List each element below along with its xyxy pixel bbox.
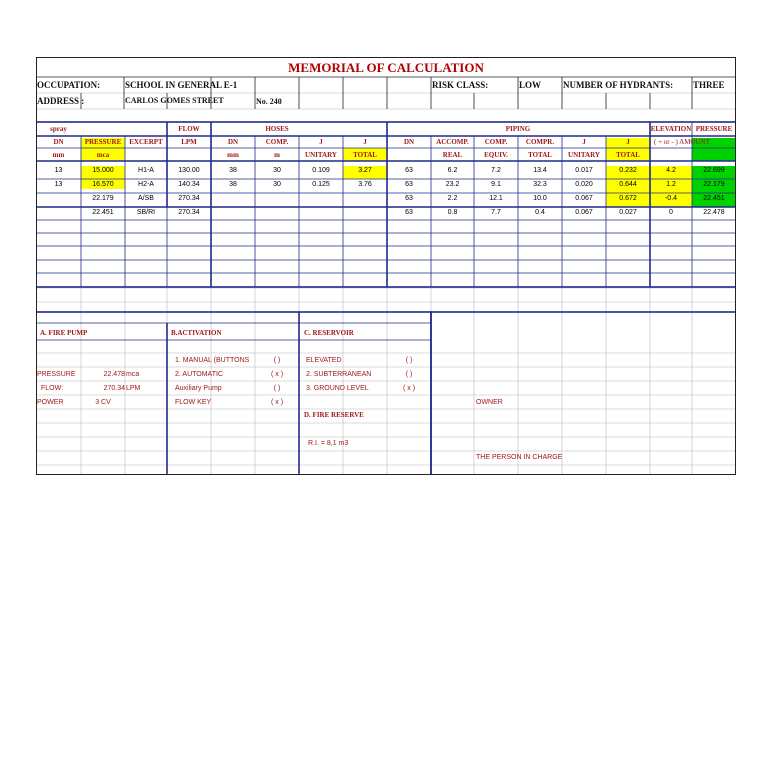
fire-pump-title: A. FIRE PUMP (40, 329, 88, 337)
unit-total-j: TOTAL (616, 151, 640, 159)
pump-flow-unit: LPM (126, 385, 141, 392)
occupation-label: OCCUPATION: (37, 80, 101, 90)
cell-pressure: 15.000 (92, 167, 114, 174)
risk-class-label: RISK CLASS: (432, 80, 489, 90)
cell-excerpt: H1-A (138, 167, 154, 174)
risk-class-value: LOW (519, 80, 542, 90)
col-pipe-j2: J (626, 138, 630, 146)
pump-pressure-unit: mca (126, 371, 140, 378)
activation-mark: ( x ) (270, 399, 284, 406)
activation-mark: ( x ) (270, 371, 284, 378)
group-elevation: ELEVATION (650, 125, 692, 133)
cell-hose-j-unit: 0.125 (312, 181, 330, 188)
cell-j-unit: 0.017 (575, 167, 593, 174)
cell-j-unit: 0.020 (575, 181, 593, 188)
col-comp: COMP. (484, 138, 508, 146)
group-piping: PIPING (505, 125, 531, 133)
cell-pressure: 22.179 (92, 195, 114, 202)
cell-elevation: 4.2 (666, 167, 676, 174)
hydrants-label: NUMBER OF HYDRANTS: (563, 80, 674, 90)
reservoir-mark: ( ) (405, 371, 413, 378)
cell-hose-dn: 38 (229, 167, 237, 174)
cell-pressure: 16.570 (92, 181, 114, 188)
reservoir-mark: ( ) (405, 357, 413, 364)
col-accomp: ACCOMP. (436, 138, 469, 146)
cell-equiv: 9.1 (491, 181, 501, 188)
activation-mark: ( ) (273, 385, 281, 392)
hydrants-value: THREE (693, 80, 725, 90)
cell-elevation: -0.4 (664, 195, 678, 202)
cell-total: 13.4 (533, 167, 547, 174)
cell-hose-j-total: 3.27 (358, 167, 372, 174)
reservoir-title: C. RESERVOIR (304, 329, 354, 337)
col-compr: COMPR. (525, 138, 555, 146)
unit-real: REAL (442, 151, 463, 159)
fire-reserve-value: R.I. = 8,1 m3 (308, 440, 349, 447)
col-hose-comp: COMP. (265, 138, 289, 146)
cell-elevation: 0 (669, 209, 673, 216)
cell-lpm: 270.34 (178, 195, 200, 202)
pump-pressure-value: 22.478 (103, 371, 125, 378)
reservoir-item: 2. SUBTERRANEAN (306, 371, 372, 378)
cell-real: 23.2 (445, 181, 460, 188)
cell-pressure-out: 22.478 (703, 209, 725, 216)
pump-flow-label: FLOW: (41, 385, 64, 392)
cell-equiv: 12.1 (489, 195, 503, 202)
col-pipe-dn: DN (403, 138, 415, 146)
group-flow: FLOW (178, 125, 200, 133)
cell-dn: 13 (54, 167, 63, 174)
cell-total: 0.4 (535, 209, 545, 216)
unit-total: TOTAL (353, 151, 377, 159)
cell-j-total: 0.672 (619, 195, 637, 202)
group-spray: spray (50, 125, 67, 133)
unit-unitary-pipe: UNITARY (568, 151, 600, 159)
unit-total-pipe: TOTAL (528, 151, 552, 159)
activation-item: 1. MANUAL (BUTTONS (175, 357, 250, 364)
reservoir-item: 3. GROUND LEVEL (306, 385, 369, 392)
col-hose-dn: DN (227, 138, 239, 146)
cell-real: 0.8 (447, 209, 458, 216)
cell-equiv: 7.7 (491, 209, 501, 216)
cell-equiv: 7.2 (491, 167, 501, 174)
group-hoses: HOSES (265, 125, 289, 133)
cell-j-unit: 0.067 (575, 195, 593, 202)
cell-excerpt: A/SB (138, 195, 154, 202)
unit-mm: mm (52, 151, 65, 159)
cell-excerpt: SB/RI (136, 209, 156, 216)
cell-pipe-dn: 63 (405, 209, 413, 216)
unit-m: m (274, 151, 280, 159)
cell-real: 6.2 (447, 167, 458, 174)
activation-item: FLOW KEY (175, 399, 212, 406)
col-lpm: LPM (181, 138, 197, 146)
pump-power-label: POWER (37, 399, 64, 406)
address-label: ADDRESS : (37, 96, 85, 106)
page-title: MEMORIAL OF CALCULATION (288, 60, 484, 75)
cell-pipe-dn: 63 (405, 195, 413, 202)
cell-pressure-out: 22.699 (703, 167, 725, 174)
pump-flow-value: 270.34 (103, 385, 125, 392)
group-pressure: PRESSURE (695, 125, 733, 133)
cell-j-total: 0.644 (619, 181, 637, 188)
cell-real: 2.2 (447, 195, 458, 202)
person-in-charge-label: THE PERSON IN CHARGE (476, 454, 563, 461)
calculation-sheet (36, 57, 736, 475)
address-number: No. 240 (256, 97, 282, 106)
cell-pipe-dn: 63 (405, 181, 413, 188)
activation-item: Auxiliary Pump (175, 385, 222, 392)
sheet-grid (36, 57, 736, 475)
cell-pressure-out: 22.451 (703, 195, 725, 202)
cell-total: 32.3 (533, 181, 547, 188)
col-excerpt: EXCERPT (129, 138, 163, 146)
reservoir-item: ELEVATED (306, 357, 342, 364)
unit-hose-mm: mm (227, 151, 239, 159)
unit-unitary: UNITARY (305, 151, 337, 159)
cell-hose-comp: 30 (273, 181, 281, 188)
cell-excerpt: H2-A (138, 181, 154, 188)
owner-label: OWNER (476, 399, 503, 406)
col-pipe-j1: J (582, 138, 586, 146)
address-value: CARLOS GOMES STREET (125, 96, 224, 105)
cell-lpm: 130.00 (178, 167, 200, 174)
bottom-block-lines (36, 312, 736, 475)
cell-dn: 13 (54, 181, 63, 188)
activation-mark: ( ) (273, 357, 281, 364)
occupation-value: SCHOOL IN GENERAL E-1 (125, 80, 238, 90)
cell-j-unit: 0.067 (575, 209, 593, 216)
unit-equiv: EQUIV. (484, 151, 508, 159)
cell-total: 10.0 (533, 195, 547, 202)
outer-border (37, 58, 736, 475)
cell-lpm: 270.34 (178, 209, 200, 216)
unit-mca: mca (96, 151, 110, 159)
cell-hose-dn: 38 (229, 181, 237, 188)
pump-power-value: 3 CV (95, 399, 111, 406)
cell-hose-j-total: 3.76 (358, 181, 372, 188)
fire-reserve-title: D. FIRE RESERVE (304, 411, 364, 419)
col-hose-j2: J (363, 138, 367, 146)
cell-j-total: 0.027 (619, 209, 637, 216)
col-pressure: PRESSURE (84, 138, 122, 146)
cell-lpm: 140.34 (178, 181, 200, 188)
cell-elevation: 1.2 (666, 181, 676, 188)
cell-j-total: 0.232 (619, 167, 637, 174)
activation-title: B.ACTIVATION (171, 329, 222, 337)
col-hose-j1: J (319, 138, 323, 146)
reservoir-mark: ( x ) (402, 385, 416, 392)
cell-hose-comp: 30 (273, 167, 281, 174)
cell-pipe-dn: 63 (405, 167, 413, 174)
col-elevation-sign: ( + or - ) AMOUNT (654, 138, 710, 146)
pump-pressure-label: PRESSURE (37, 371, 76, 378)
cell-hose-j-unit: 0.109 (312, 167, 330, 174)
col-dn: DN (53, 138, 64, 146)
cell-pressure-out: 22.179 (703, 181, 725, 188)
cell-pressure: 22.451 (92, 209, 114, 216)
activation-item: 2. AUTOMATIC (175, 371, 223, 378)
